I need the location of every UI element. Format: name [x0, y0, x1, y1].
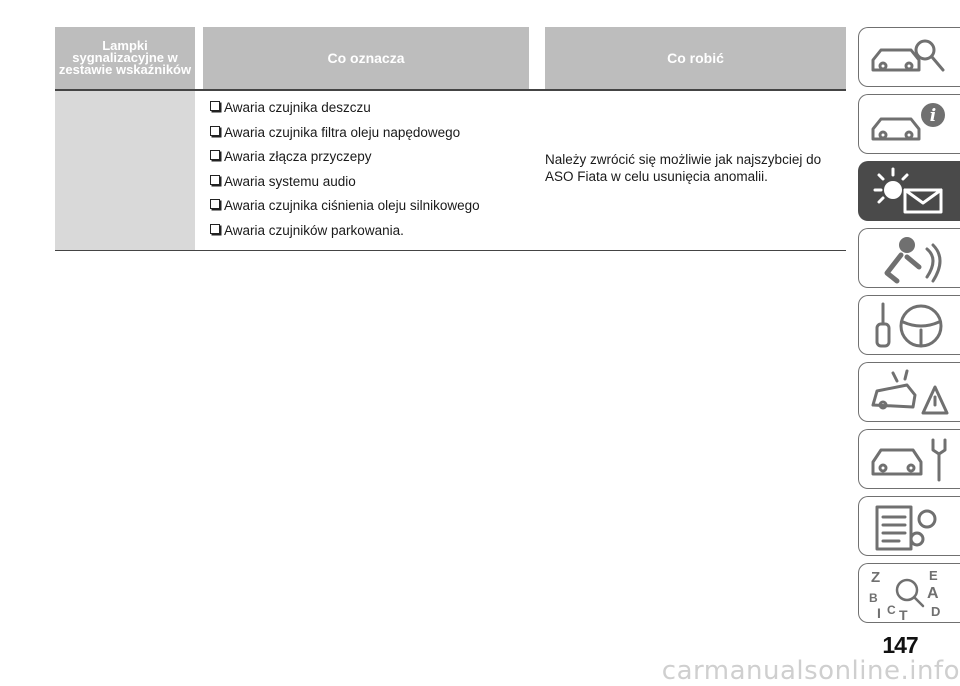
tab-safety[interactable]: [858, 228, 960, 288]
action-text: Należy zwrócić się możliwie jak najszybciej do ASO Fiata w celu usunięcia anomalii.: [545, 152, 822, 184]
tab-car-info[interactable]: [858, 94, 960, 154]
checkbox-bullet-icon: [210, 175, 220, 185]
header-action: Co robić: [545, 27, 846, 89]
warning-light-message-icon: [867, 166, 953, 218]
tab-specifications[interactable]: [858, 496, 960, 556]
tab-car-search[interactable]: [858, 27, 960, 87]
svg-text:T: T: [899, 607, 908, 620]
svg-text:D: D: [931, 604, 941, 619]
alphabet-index-icon: [867, 568, 953, 620]
footer-watermark: carmanualsonline.info: [661, 656, 960, 686]
list-item: Awaria systemu audio: [210, 173, 530, 198]
page-number: 147: [882, 632, 918, 658]
svg-text:I: I: [877, 605, 881, 620]
key-steering-wheel-icon: [867, 300, 953, 352]
warning-light-cell: [55, 91, 195, 250]
checkbox-bullet-icon: [210, 126, 220, 136]
tab-maintenance[interactable]: [858, 429, 960, 489]
svg-text:B: B: [869, 591, 878, 605]
spec-list-gear-icon: [867, 501, 953, 553]
checkbox-bullet-icon: [210, 101, 220, 111]
airbag-passenger-icon: [867, 233, 953, 285]
tab-index[interactable]: [858, 563, 960, 623]
car-search-icon: [867, 32, 953, 84]
tab-driving[interactable]: [858, 295, 960, 355]
checkbox-bullet-icon: [210, 224, 220, 234]
list-item: Awaria czujnika deszczu: [210, 99, 530, 124]
svg-text:C: C: [887, 603, 896, 617]
svg-text:i: i: [929, 106, 937, 126]
tab-warning-lights[interactable]: [858, 161, 960, 221]
header-warning-lights: Lampki sygnalizacyjne w zestawie wskaźników: [55, 27, 195, 89]
table-bottom-divider: [55, 250, 846, 251]
car-info-icon: [867, 99, 953, 151]
list-item: Awaria złącza przyczepy: [210, 148, 530, 173]
car-accident-warning-icon: [867, 367, 953, 419]
meaning-list: [210, 99, 530, 247]
list-item: Awaria czujnika filtra oleju napędowego: [210, 124, 530, 149]
car-wrench-icon: [867, 434, 953, 486]
list-item: Awaria czujników parkowania.: [210, 222, 530, 247]
svg-text:E: E: [929, 568, 938, 583]
list-item: Awaria czujnika ciśnienia oleju silnikowego: [210, 197, 530, 222]
tab-emergency[interactable]: [858, 362, 960, 422]
checkbox-bullet-icon: [210, 199, 220, 209]
svg-text:Z: Z: [871, 569, 881, 586]
header-meaning: Co oznacza: [203, 27, 529, 89]
checkbox-bullet-icon: [210, 150, 220, 160]
svg-text:A: A: [927, 585, 939, 602]
